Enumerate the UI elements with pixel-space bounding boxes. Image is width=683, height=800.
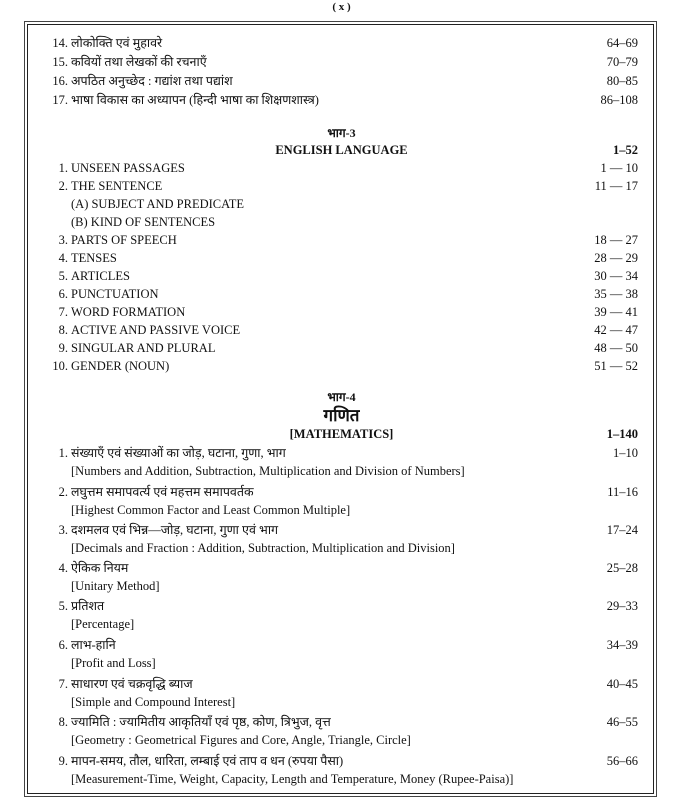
entry-title: TENSES bbox=[71, 251, 117, 265]
entry-title: WORD FORMATION bbox=[71, 305, 186, 319]
entry-english-title: [Profit and Loss] bbox=[71, 656, 156, 670]
toc-entry[interactable] bbox=[0, 34, 683, 52]
toc-entry-translation bbox=[0, 731, 683, 749]
toc-entry-translation bbox=[0, 770, 683, 788]
entry-title: (B) KIND OF SENTENCES bbox=[71, 215, 216, 229]
entry-number: 6. bbox=[58, 638, 68, 652]
toc-entry[interactable] bbox=[0, 339, 683, 357]
entry-english-title: [Geometry : Geometrical Figures and Core, Angle, Triangle, Circle] bbox=[71, 733, 411, 747]
entry-title: दशमलव एवं भिन्न—जोड़, घटाना, गुणा एवं भाग bbox=[71, 523, 279, 537]
entry-pages: 25–28 bbox=[606, 561, 638, 575]
entry-english-title: [Percentage] bbox=[71, 617, 135, 631]
entry-number: 5. bbox=[58, 599, 68, 613]
toc-entry[interactable] bbox=[0, 303, 683, 321]
entry-number: 15. bbox=[52, 55, 68, 69]
entry-english-title: [Unitary Method] bbox=[71, 579, 160, 593]
entry-pages: 35 — 38 bbox=[594, 287, 638, 301]
entry-title: ACTIVE AND PASSIVE VOICE bbox=[71, 323, 241, 337]
toc-entry[interactable] bbox=[0, 159, 683, 177]
entry-title: SINGULAR AND PLURAL bbox=[71, 341, 216, 355]
entry-title: ज्यामिति : ज्यामितीय आकृतियाँ एवं पृष्ठ, कोण, त्रिभुज, वृत्त bbox=[71, 715, 331, 729]
toc-entry[interactable] bbox=[0, 321, 683, 339]
toc-entry-translation bbox=[0, 462, 683, 480]
entry-title: अपठित अनुच्छेद : गद्यांश तथा पद्यांश bbox=[71, 74, 233, 88]
toc-entry-translation bbox=[0, 501, 683, 519]
entry-pages: 40–45 bbox=[606, 677, 638, 691]
entry-pages: 1–10 bbox=[613, 446, 638, 460]
toc-entry[interactable] bbox=[0, 91, 683, 109]
entry-pages: 18 — 27 bbox=[594, 233, 638, 247]
entry-english-title: [Measurement-Time, Weight, Capacity, Length and Temperature, Money (Rupee-Paisa)] bbox=[71, 772, 514, 786]
entry-number: 8. bbox=[58, 323, 68, 337]
toc-entry[interactable] bbox=[0, 53, 683, 71]
entry-title: लघुत्तम समापवर्त्य एवं महत्तम समापवर्तक bbox=[71, 485, 254, 499]
entry-title: UNSEEN PASSAGES bbox=[71, 161, 185, 175]
entry-english-title: [Decimals and Fraction : Addition, Subtraction, Multiplication and Division] bbox=[71, 541, 455, 555]
entry-number: 3. bbox=[58, 523, 68, 537]
entry-number: 2. bbox=[58, 485, 68, 499]
entry-number: 14. bbox=[52, 36, 68, 50]
entry-title: लोकोक्ति एवं मुहावरे bbox=[71, 36, 163, 50]
entry-english-title: [Highest Common Factor and Least Common Multiple] bbox=[71, 503, 351, 517]
entry-title: लाभ-हानि bbox=[71, 638, 116, 652]
part4-heading: भाग-4 bbox=[327, 390, 356, 404]
entry-title: THE SENTENCE bbox=[71, 179, 163, 193]
entry-number: 17. bbox=[52, 93, 68, 107]
toc-entry[interactable] bbox=[0, 521, 683, 539]
entry-number: 16. bbox=[52, 74, 68, 88]
toc-entry-translation bbox=[0, 539, 683, 557]
toc-entry[interactable] bbox=[0, 559, 683, 577]
entry-number: 6. bbox=[58, 287, 68, 301]
part3-heading: भाग-3 bbox=[327, 126, 356, 140]
part4-title-hindi: गणित bbox=[323, 406, 360, 425]
entry-title: संख्याएँ एवं संख्याओं का जोड़, घटाना, गुणा, भाग bbox=[71, 446, 286, 460]
toc-entry[interactable] bbox=[0, 483, 683, 501]
toc-entry[interactable] bbox=[0, 597, 683, 615]
entry-title: (A) SUBJECT AND PREDICATE bbox=[71, 197, 245, 211]
entry-pages: 17–24 bbox=[606, 523, 638, 537]
entry-title: ARTICLES bbox=[71, 269, 130, 283]
entry-number: 7. bbox=[58, 677, 68, 691]
entry-title: प्रतिशत bbox=[71, 599, 105, 613]
toc-entry[interactable] bbox=[0, 285, 683, 303]
entry-title: मापन-समय, तौल, धारिता, लम्बाई एवं ताप व धन (रुपया पैसा) bbox=[71, 754, 344, 768]
entry-number: 4. bbox=[58, 561, 68, 575]
toc-entry-translation bbox=[0, 615, 683, 633]
entry-number: 4. bbox=[58, 251, 68, 265]
entry-english-title: [Numbers and Addition, Subtraction, Multiplication and Division of Numbers] bbox=[71, 464, 465, 478]
entry-pages: 11 — 17 bbox=[594, 179, 638, 193]
entry-pages: 28 — 29 bbox=[594, 251, 638, 265]
entry-number: 3. bbox=[58, 233, 68, 247]
entry-number: 10. bbox=[52, 359, 68, 373]
toc-entry[interactable] bbox=[0, 675, 683, 693]
part3-page-range: 1–52 bbox=[613, 143, 638, 157]
toc-entry[interactable] bbox=[0, 357, 683, 375]
entry-pages: 86–108 bbox=[600, 93, 638, 107]
toc-entry[interactable] bbox=[0, 267, 683, 285]
part3-title-row bbox=[0, 141, 683, 159]
toc-entry[interactable] bbox=[0, 231, 683, 249]
part4-title-english: [MATHEMATICS] bbox=[289, 427, 394, 441]
toc-entry[interactable] bbox=[0, 444, 683, 462]
toc-entry[interactable] bbox=[0, 249, 683, 267]
entry-title: कवियों तथा लेखकों की रचनाएँ bbox=[71, 55, 207, 69]
part4-title-row bbox=[0, 425, 683, 443]
entry-pages: 70–79 bbox=[606, 55, 638, 69]
entry-number: 8. bbox=[58, 715, 68, 729]
entry-pages: 80–85 bbox=[606, 74, 638, 88]
toc-entry[interactable] bbox=[0, 713, 683, 731]
entry-number: 1. bbox=[58, 446, 68, 460]
entry-pages: 30 — 34 bbox=[594, 269, 638, 283]
toc-entry-translation bbox=[0, 654, 683, 672]
toc-entry[interactable] bbox=[0, 752, 683, 770]
part3-title: ENGLISH LANGUAGE bbox=[275, 143, 408, 157]
entry-pages: 56–66 bbox=[606, 754, 638, 768]
entry-number: 2. bbox=[58, 179, 68, 193]
entry-pages: 39 — 41 bbox=[594, 305, 638, 319]
entry-pages: 64–69 bbox=[606, 36, 638, 50]
entry-pages: 48 — 50 bbox=[594, 341, 638, 355]
entry-pages: 11–16 bbox=[607, 485, 638, 499]
entry-pages: 51 — 52 bbox=[594, 359, 638, 373]
toc-subentry[interactable] bbox=[0, 195, 683, 213]
entry-pages: 34–39 bbox=[606, 638, 638, 652]
entry-pages: 42 — 47 bbox=[594, 323, 638, 337]
entry-title: ऐकिक नियम bbox=[71, 561, 129, 575]
entry-english-title: [Simple and Compound Interest] bbox=[71, 695, 236, 709]
toc-entry-translation bbox=[0, 577, 683, 595]
entry-pages: 29–33 bbox=[606, 599, 638, 613]
part4-page-range: 1–140 bbox=[606, 427, 638, 441]
entry-title: भाषा विकास का अध्यापन (हिन्दी भाषा का शिक्षणशास्त्र) bbox=[71, 93, 319, 107]
entry-title: PARTS OF SPEECH bbox=[71, 233, 177, 247]
toc-entry[interactable] bbox=[0, 177, 683, 195]
toc-entry-translation bbox=[0, 693, 683, 711]
toc-entry[interactable] bbox=[0, 72, 683, 90]
page-number: ( x ) bbox=[332, 1, 351, 13]
entry-number: 1. bbox=[58, 161, 68, 175]
entry-number: 5. bbox=[58, 269, 68, 283]
entry-number: 9. bbox=[58, 754, 68, 768]
entry-number: 9. bbox=[58, 341, 68, 355]
entry-pages: 46–55 bbox=[606, 715, 638, 729]
toc-entry[interactable] bbox=[0, 636, 683, 654]
entry-title: PUNCTUATION bbox=[71, 287, 159, 301]
entry-title: GENDER (NOUN) bbox=[71, 359, 170, 373]
toc-subentry[interactable] bbox=[0, 213, 683, 231]
entry-title: साधारण एवं चक्रवृद्धि ब्याज bbox=[71, 677, 193, 691]
entry-pages: 1 — 10 bbox=[600, 161, 638, 175]
entry-number: 7. bbox=[58, 305, 68, 319]
